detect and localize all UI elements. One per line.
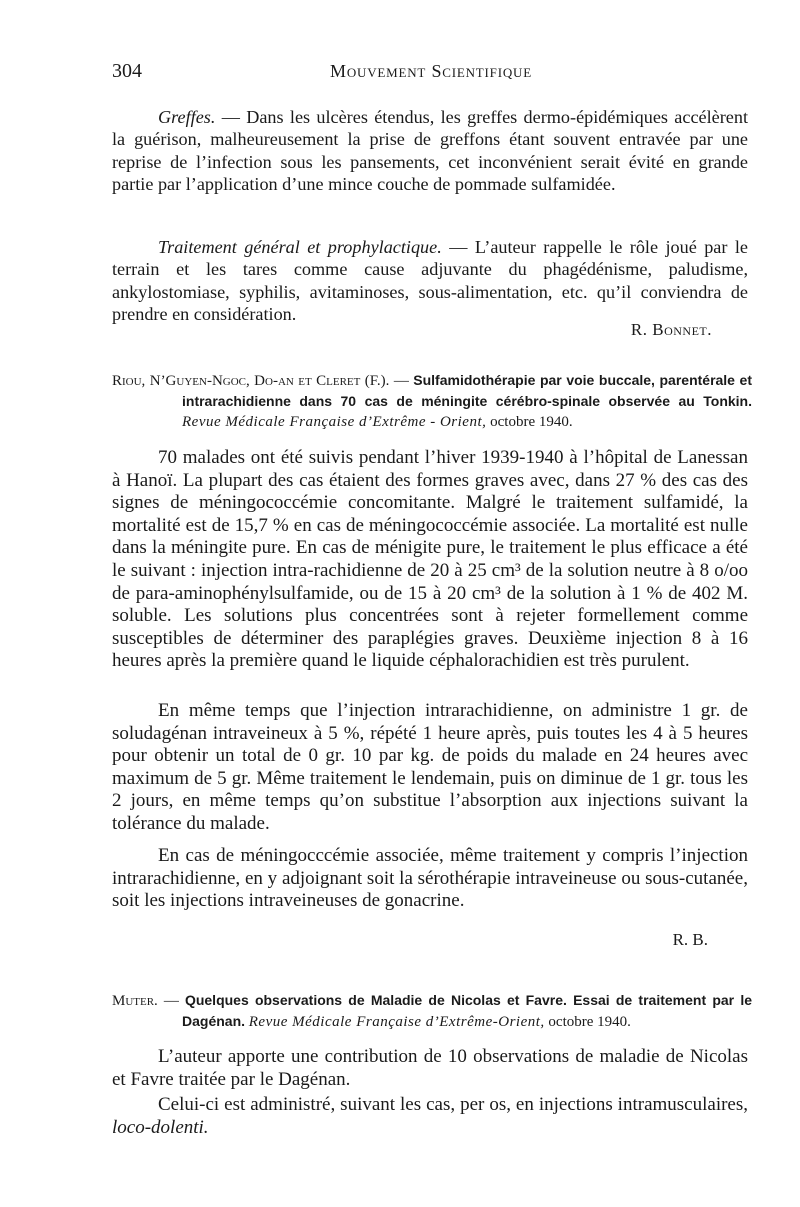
article2-paragraph-2 bbox=[112, 1093, 748, 1139]
article2-dash: — bbox=[157, 993, 185, 1009]
page-number: 304 bbox=[112, 60, 142, 82]
greffes-lead: Greffes. bbox=[158, 107, 216, 127]
article1-journal: Revue Médicale Française d’Extrême - Orient, bbox=[182, 414, 487, 430]
traitement-paragraph bbox=[112, 236, 748, 326]
article1-reference bbox=[112, 370, 752, 432]
signature-bonnet: R. Bonnet. bbox=[630, 320, 712, 339]
article2-closing-italic: loco-dolenti. bbox=[112, 1117, 209, 1138]
signature-rb: R. B. bbox=[672, 930, 708, 949]
article1-title: Sulfamidothérapie par voie buccale, parentérale et intrarachidienne dans 70 cas de méningite cérébro-spinale observée au Tonkin. bbox=[182, 372, 752, 409]
article1-paragraph-1: 70 malades ont été suivis pendant l’hiver 1939-1940 à l’hôpital de Lanessan à Hanoï. La plupart des cas étaient des formes graves avec, dans 27 % des cas des signes de méningococcémie concomitante. Malgré le traitement sulfamidé, la mortalité est de 15,7 % en cas de méningococcémie associée. La mortalité est nulle dans la méningite pure. En cas de ménigite pure, le traitement le plus efficace a été le suivant : injection intra-rachidienne de 20 à 25 cm³ de la solution neutre à 8 o/oo de para-aminophénylsulfamide, ou de 15 à 20 cm³ de la solution à 1 % de 402 M. soluble. Les solutions plus concentrées sont à rejeter formellement comme susceptibles de déterminer des paraplégies graves. Deuxième injection 8 à 16 heures après la première quand le liquide céphalorachidien est très purulent. bbox=[112, 447, 748, 672]
running-title: Mouvement Scientifique bbox=[330, 61, 532, 81]
article2-paragraph-1: L’auteur apporte une contribution de 10 observations de maladie de Nicolas et Favre traitée par le Dagénan. bbox=[112, 1046, 748, 1090]
article1-date: octobre 1940. bbox=[490, 414, 573, 430]
article2-authors: Muter. bbox=[112, 993, 158, 1009]
greffes-paragraph bbox=[112, 106, 748, 196]
greffes-text: — Dans les ulcères étendus, les greffes dermo-épidémiques accélèrent la guérison, malheureusement la prise de greffons étant souvent entravée par une reprise de l’infection sous les pansements, cet inconvénient serait évité en grande partie par l’application d’une mince couche de pommade sulfamidée. bbox=[112, 107, 748, 195]
article2-paragraph-2-text: Celui-ci est administré, suivant les cas, per os, en injections intramusculaires, bbox=[158, 1094, 748, 1115]
article1-paragraph-2: En même temps que l’injection intrarachidienne, on administre 1 gr. de soludagénan intraveineux à 5 %, répété 1 heure après, puis toutes les 4 à 5 heures pour obtenir un total de 0 gr. 10 par kg. de poids du malade en 24 heures avec maximum de 5 gr. Même traitement le lendemain, puis on diminue de 1 gr. tous les 2 jours, en même temps qu’on substitue l’absorption aux injections suivant la tolérance du malade. bbox=[112, 700, 748, 834]
article2-reference bbox=[112, 990, 752, 1032]
traitement-lead: Traitement général et prophylactique. bbox=[158, 237, 442, 257]
article2-title: Quelques observations de Maladie de Nicolas et Favre. Essai de traitement par le Dagénan. bbox=[182, 992, 752, 1029]
article1-authors: Riou, N’Guyen-Ngoc, Do-an et Cleret (F.). bbox=[112, 373, 390, 389]
article2-date: octobre 1940. bbox=[548, 1014, 631, 1030]
traitement-text: — L’auteur rappelle le rôle joué par le terrain et les tares comme cause adjuvante du phagédénisme, paludisme, ankylostomiase, syphilis, avitaminoses, sous-alimentation, etc. qu’il conviendra de prendre en considération. bbox=[112, 237, 748, 325]
article2-journal: Revue Médicale Française d’Extrême-Orient, bbox=[248, 1014, 545, 1030]
article1-dash: — bbox=[389, 373, 414, 389]
article1-paragraph-3: En cas de méningocccémie associée, même traitement y compris l’injection intrarachidienne, en y adjoignant soit la sérothérapie intraveineuse ou sous-cutanée, soit les injections intraveineuses de gonacrine. bbox=[112, 845, 748, 912]
page-header bbox=[112, 60, 750, 86]
